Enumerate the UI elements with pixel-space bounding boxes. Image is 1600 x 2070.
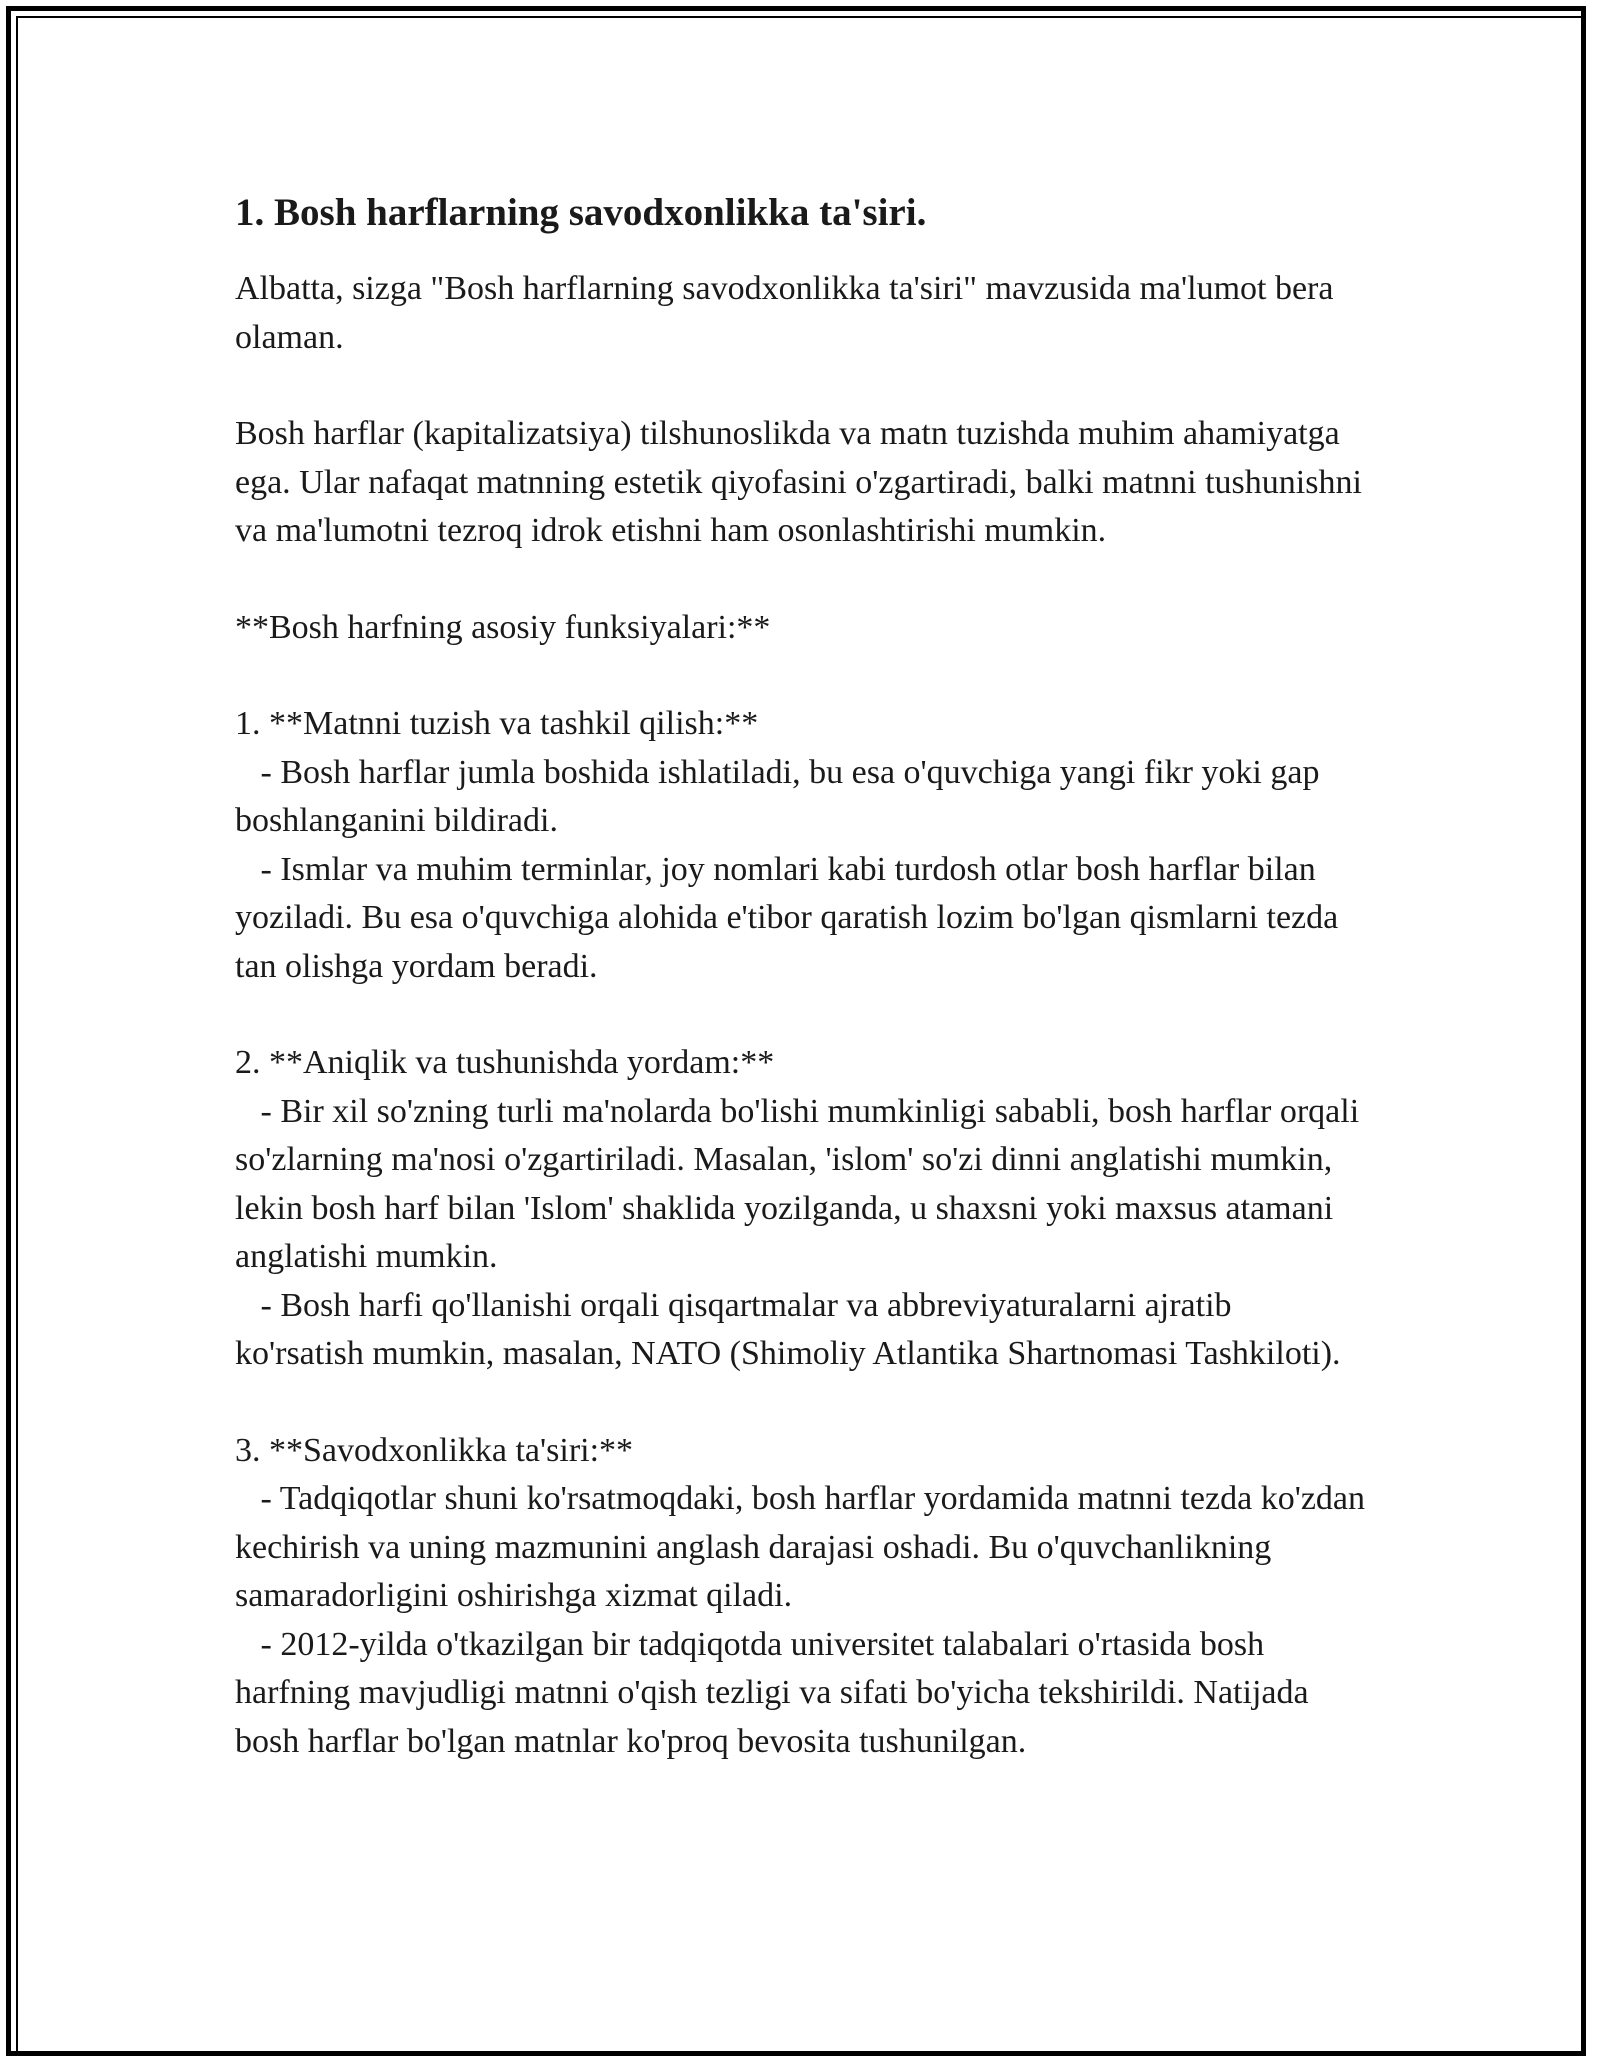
document-title: 1. Bosh harflarning savodxonlikka ta'siri. [235,191,927,234]
section-2-bullet: - Bir xil so'zning turli ma'nolarda bo'lishi mumkinligi sababli, bosh harflar orqali so'zlarning ma'nosi o'zgartiriladi. Masalan, 'islom' so'zi dinni anglatishi mumkin, lekin bosh harf bilan 'Islom' shaklida yozilganda, u shaxsni yoki maxsus atamani anglatishi mumkin. [235,1092,1368,1275]
paragraph-gap [235,652,1365,700]
functions-heading: **Bosh harfning asosiy funksiyalari:** [235,608,771,646]
section-3-bullet: - 2012-yilda o'tkazilgan bir tadqiqotda universitet talabalari o'rtasida bosh harfning mavjudligi matnni o'qish tezligi va sifati bo'yicha tekshirildi. Natijada bosh harflar bo'lgan matnlar ko'proq bevosita tushunilgan. [235,1625,1318,1760]
section-2-bullet: - Bosh harfi qo'llanishi orqali qisqartmalar va abbreviyaturalarni ajratib ko'rsatish mumkin, masalan, NATO (Shimoliy Atlantika Shartnomasi Tashkiloti). [235,1286,1341,1372]
document-content [235,188,1374,1766]
intro-paragraph: Albatta, sizga "Bosh harflarning savodxonlikka ta'siri" mavzusida ma'lumot bera olaman. [235,270,1334,356]
section-1-bullet: - Ismlar va muhim terminlar, joy nomlari kabi turdosh otlar bosh harflar bilan yoziladi. Bu esa o'quvchiga alohida e'tibor qaratish lozim bo'lgan qismlarni tezda tan olishga yordam beradi. [235,850,1347,985]
section-1-bullet: - Bosh harflar jumla boshida ishlatiladi, bu esa o'quvchiga yangi fikr yoki gap boshlanganini bildiradi. [235,753,1328,839]
section-3-bullet: - Tadqiqotlar shuni ko'rsatmoqdaki, bosh harflar yordamida matnni tezda ko'zdan kechirish va uning mazmunini anglash darajasi oshadi. Bu o'quvchanlikning samaradorligini oshirishga xizmat qiladi. [235,1480,1374,1614]
section-2-heading: 2. **Aniqlik va tushunishda yordam:** [235,1044,775,1081]
paragraph-gap [235,362,1365,410]
paragraph-gap [235,556,1365,604]
body-paragraph: Bosh harflar (kapitalizatsiya) tilshunoslikda va matn tuzishda muhim ahamiyatga ega. Ular nafaqat matnning estetik qiyofasini o'zgartiradi, balki matnni tushunishni va ma'lumotni tezroq idrok etishni ham osonlashtirishi mumkin. [235,415,1362,549]
paragraph-gap [235,991,1365,1039]
paragraph-gap [235,1379,1365,1427]
section-3-heading: 3. **Savodxonlikka ta'siri:** [235,1431,634,1469]
section-1-heading: 1. **Matnni tuzish va tashkil qilish:** [235,705,759,742]
